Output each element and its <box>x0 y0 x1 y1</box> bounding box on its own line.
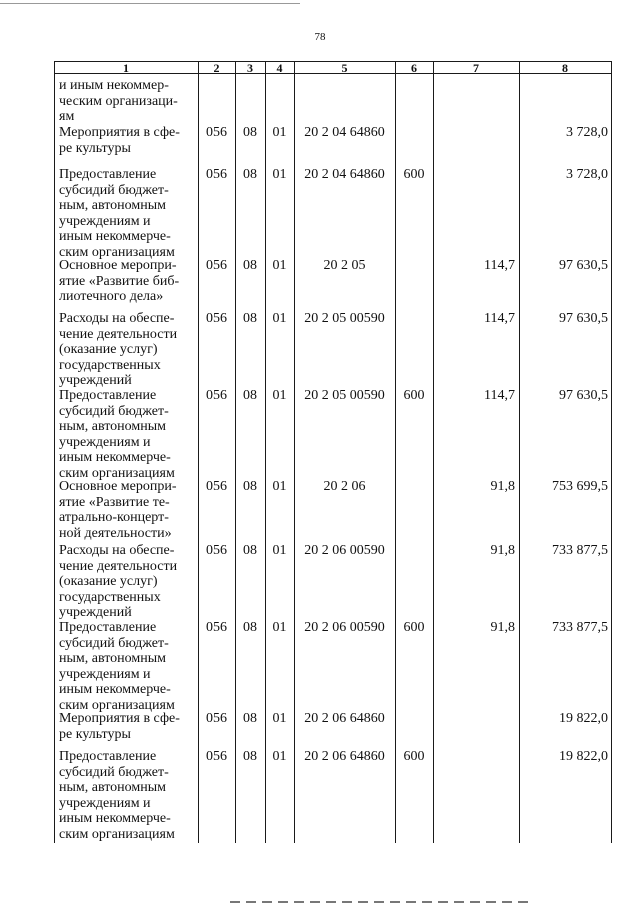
cell-target: 20 2 05 00590 <box>304 311 385 326</box>
cell-section: 08 <box>243 543 257 558</box>
cell-ministry: 056 <box>206 543 227 558</box>
cell-amount-8: 3 728,0 <box>566 125 608 140</box>
cell-amount-8: 97 630,5 <box>559 311 608 326</box>
col-header-5: 5 <box>341 61 348 75</box>
cell-section: 08 <box>243 125 257 140</box>
cell-name: Основное меропри- ятие «Развитие биб- лиотечного дела» <box>59 258 180 304</box>
cell-name: Предоставление субсидий бюджет- ным, автономным учреждениям и иным некоммерче- ским организациям <box>59 167 175 260</box>
cell-subsection: 01 <box>272 749 287 764</box>
cell-subsection: 01 <box>272 479 287 494</box>
cell-name: Расходы на обеспе- чение деятельности (оказание услуг) государственных учреждений <box>59 543 178 620</box>
cell-ministry: 056 <box>206 388 227 403</box>
col-rule-8 <box>611 61 612 843</box>
cell-target: 20 2 05 00590 <box>304 388 385 403</box>
col-header-2: 2 <box>213 61 220 75</box>
cell-ministry: 056 <box>206 311 227 326</box>
cell-amount-8: 733 877,5 <box>552 543 608 558</box>
col-header-3: 3 <box>247 61 253 75</box>
cell-subsection: 01 <box>272 167 287 182</box>
cell-ministry: 056 <box>206 125 227 140</box>
cell-amount-7: 114,7 <box>484 258 515 273</box>
cell-amount-7: 91,8 <box>490 543 515 558</box>
cell-amount-8: 97 630,5 <box>559 258 608 273</box>
page-number: 78 <box>314 31 326 43</box>
cell-amount-8: 97 630,5 <box>559 388 608 403</box>
cell-ministry: 056 <box>206 167 227 182</box>
cell-ministry: 056 <box>206 620 227 635</box>
cell-ministry: 056 <box>206 711 227 726</box>
cell-subsection: 01 <box>272 388 287 403</box>
cell-section: 08 <box>243 749 257 764</box>
cell-amount-8: 19 822,0 <box>559 711 608 726</box>
cell-amount-7: 114,7 <box>484 311 515 326</box>
col-header-1: 1 <box>123 61 129 75</box>
col-header-4: 4 <box>276 61 283 75</box>
cell-name: Предоставление субсидий бюджет- ным, автономным учреждениям и иным некоммерче- ским организациям <box>59 620 175 713</box>
cell-expense-type: 600 <box>403 749 425 764</box>
cell-section: 08 <box>243 479 257 494</box>
cell-subsection: 01 <box>272 311 287 326</box>
cell-target: 20 2 06 64860 <box>304 711 385 726</box>
cell-target: 20 2 06 00590 <box>304 543 385 558</box>
cell-name: Мероприятия в сфе- ре культуры <box>59 125 180 156</box>
cell-name: Расходы на обеспе- чение деятельности (оказание услуг) государственных учреждений <box>59 311 178 388</box>
cell-target: 20 2 05 <box>323 258 366 273</box>
cell-expense-type: 600 <box>403 388 425 403</box>
col-rule-6 <box>433 61 434 843</box>
cell-amount-8: 733 877,5 <box>552 620 608 635</box>
bottom-scratch-line <box>230 901 530 903</box>
cell-target: 20 2 06 64860 <box>304 749 385 764</box>
budget-table <box>54 61 612 843</box>
cell-subsection: 01 <box>272 258 287 273</box>
col-header-7: 7 <box>473 61 479 75</box>
cell-subsection: 01 <box>272 125 287 140</box>
cell-section: 08 <box>243 311 257 326</box>
cell-ministry: 056 <box>206 479 227 494</box>
cell-ministry: 056 <box>206 749 227 764</box>
top-scratch-line <box>0 3 300 4</box>
col-header-8: 8 <box>562 61 568 75</box>
col-header-6: 6 <box>411 61 417 75</box>
cell-amount-7: 91,8 <box>490 620 515 635</box>
cell-amount-8: 753 699,5 <box>552 479 608 494</box>
cell-name: и иным некоммер- ческим организаци- ям <box>59 78 178 124</box>
col-rule-0 <box>54 61 55 843</box>
cell-name: Мероприятия в сфе- ре культуры <box>59 711 180 742</box>
cell-name: Предоставление субсидий бюджет- ным, автономным учреждениям и иным некоммерче- ским организациям <box>59 388 175 481</box>
cell-expense-type: 600 <box>403 620 425 635</box>
cell-amount-7: 91,8 <box>490 479 515 494</box>
cell-target: 20 2 04 64860 <box>304 125 385 140</box>
cell-section: 08 <box>243 620 257 635</box>
cell-ministry: 056 <box>206 258 227 273</box>
cell-subsection: 01 <box>272 620 287 635</box>
cell-subsection: 01 <box>272 543 287 558</box>
cell-section: 08 <box>243 388 257 403</box>
cell-expense-type: 600 <box>403 167 425 182</box>
cell-target: 20 2 06 00590 <box>304 620 385 635</box>
cell-amount-8: 3 728,0 <box>566 167 608 182</box>
cell-subsection: 01 <box>272 711 287 726</box>
cell-name: Предоставление субсидий бюджет- ным, автономным учреждениям и иным некоммерче- ским организациям <box>59 749 175 842</box>
cell-amount-7: 114,7 <box>484 388 515 403</box>
cell-section: 08 <box>243 711 257 726</box>
cell-name: Основное меропри- ятие «Развитие те- атрально-концерт- ной деятельности» <box>59 479 177 541</box>
cell-target: 20 2 04 64860 <box>304 167 385 182</box>
cell-target: 20 2 06 <box>323 479 366 494</box>
cell-section: 08 <box>243 258 257 273</box>
cell-amount-8: 19 822,0 <box>559 749 608 764</box>
cell-section: 08 <box>243 167 257 182</box>
